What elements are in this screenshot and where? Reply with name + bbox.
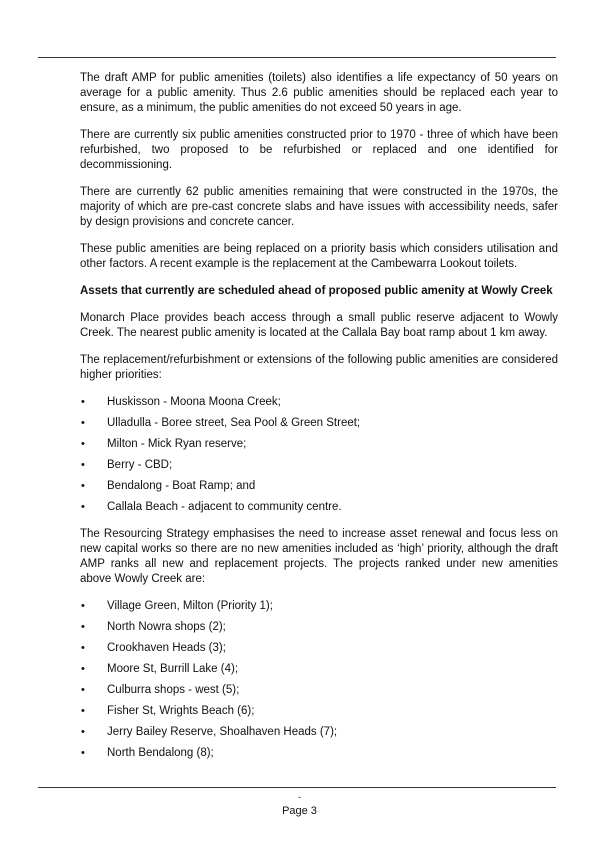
paragraph-pre-1970: There are currently six public amenities constructed prior to 1970 - three of which have been refurbished, two proposed to be refurbished or replaced and one identified for decommissioning. <box>80 129 558 171</box>
bullet-icon: • <box>81 480 85 492</box>
list-item <box>80 725 558 740</box>
list-item-text: Culburra shops - west (5); <box>107 684 240 696</box>
list-item-text: Milton - Mick Ryan reserve; <box>107 438 247 450</box>
page-number: Page 3 <box>282 805 317 817</box>
bullet-icon: • <box>81 396 85 408</box>
list-item-text: Moore St, Burrill Lake (4); <box>107 663 239 675</box>
list-item-text: Jerry Bailey Reserve, Shoalhaven Heads (7); <box>107 726 338 738</box>
list-item <box>80 746 558 761</box>
paragraph-higher-priorities: The replacement/refurbishment or extensions of the following public amenities are considered higher priorities: <box>80 354 558 381</box>
list-item-text: Ulladulla - Boree street, Sea Pool & Green Street; <box>107 417 361 429</box>
higher-priority-list <box>80 395 558 515</box>
list-item <box>80 662 558 677</box>
bullet-icon: • <box>81 705 85 717</box>
list-item <box>80 599 558 614</box>
bullet-icon: • <box>81 459 85 471</box>
list-item <box>80 500 558 515</box>
paragraph-resourcing-strategy: The Resourcing Strategy emphasises the need to increase asset renewal and focus less on new capital works so there are no new amenities included as ‘high’ priority, although the draft AMP ranks all new and replacement projects. The projects ranked under new amenities above Wowly Creek are: <box>80 528 558 585</box>
bullet-icon: • <box>81 621 85 633</box>
new-amenities-list <box>80 599 558 761</box>
list-item-text: Fisher St, Wrights Beach (6); <box>107 705 255 717</box>
paragraph-replacement-priority: These public amenities are being replaced on a priority basis which considers utilisation and other factors. A recent example is the replacement at the Cambewarra Lookout toilets. <box>80 243 558 270</box>
list-item-text: Callala Beach - adjacent to community centre. <box>107 501 342 513</box>
footer-rule <box>38 787 556 788</box>
list-item <box>80 683 558 698</box>
paragraph-life-expectancy: The draft AMP for public amenities (toilets) also identifies a life expectancy of 50 years on average for a public amenity. Thus 2.6 public amenities should be replaced each year to ensure, as a minimum, the public amenities do not exceed 50 years in age. <box>80 72 558 114</box>
bullet-icon: • <box>81 726 85 738</box>
list-item-text: North Nowra shops (2); <box>107 621 226 633</box>
list-item <box>80 641 558 656</box>
paragraph-1970s: There are currently 62 public amenities remaining that were constructed in the 1970s, the majority of which are pre-cast concrete slabs and have issues with accessibility needs, safer by design provisions and concrete cancer. <box>80 186 558 228</box>
list-item-text: Berry - CBD; <box>107 459 173 471</box>
list-item-text: Village Green, Milton (Priority 1); <box>107 600 273 612</box>
bullet-icon: • <box>81 438 85 450</box>
list-item-text: North Bendalong (8); <box>107 747 214 759</box>
section-heading: Assets that currently are scheduled ahead of proposed public amenity at Wowly Creek <box>80 285 553 297</box>
list-item <box>80 479 558 494</box>
list-item-text: Huskisson - Moona Moona Creek; <box>107 396 281 408</box>
bullet-icon: • <box>81 501 85 513</box>
bullet-icon: • <box>81 663 85 675</box>
list-item <box>80 437 558 452</box>
paragraph-monarch-place: Monarch Place provides beach access through a small public reserve adjacent to Wowly Creek. The nearest public amenity is located at the Callala Bay boat ramp about 1 km away. <box>80 312 558 339</box>
list-item <box>80 395 558 410</box>
document-body <box>80 71 558 773</box>
list-item <box>80 704 558 719</box>
list-item <box>80 458 558 473</box>
footer-dash: - <box>298 792 301 802</box>
list-item-text: Crookhaven Heads (3); <box>107 642 226 654</box>
list-item-text: Bendalong - Boat Ramp; and <box>107 480 256 492</box>
list-item <box>80 416 558 431</box>
bullet-icon: • <box>81 642 85 654</box>
list-item <box>80 620 558 635</box>
bullet-icon: • <box>81 600 85 612</box>
bullet-icon: • <box>81 747 85 759</box>
header-rule <box>38 57 556 58</box>
bullet-icon: • <box>81 684 85 696</box>
bullet-icon: • <box>81 417 85 429</box>
